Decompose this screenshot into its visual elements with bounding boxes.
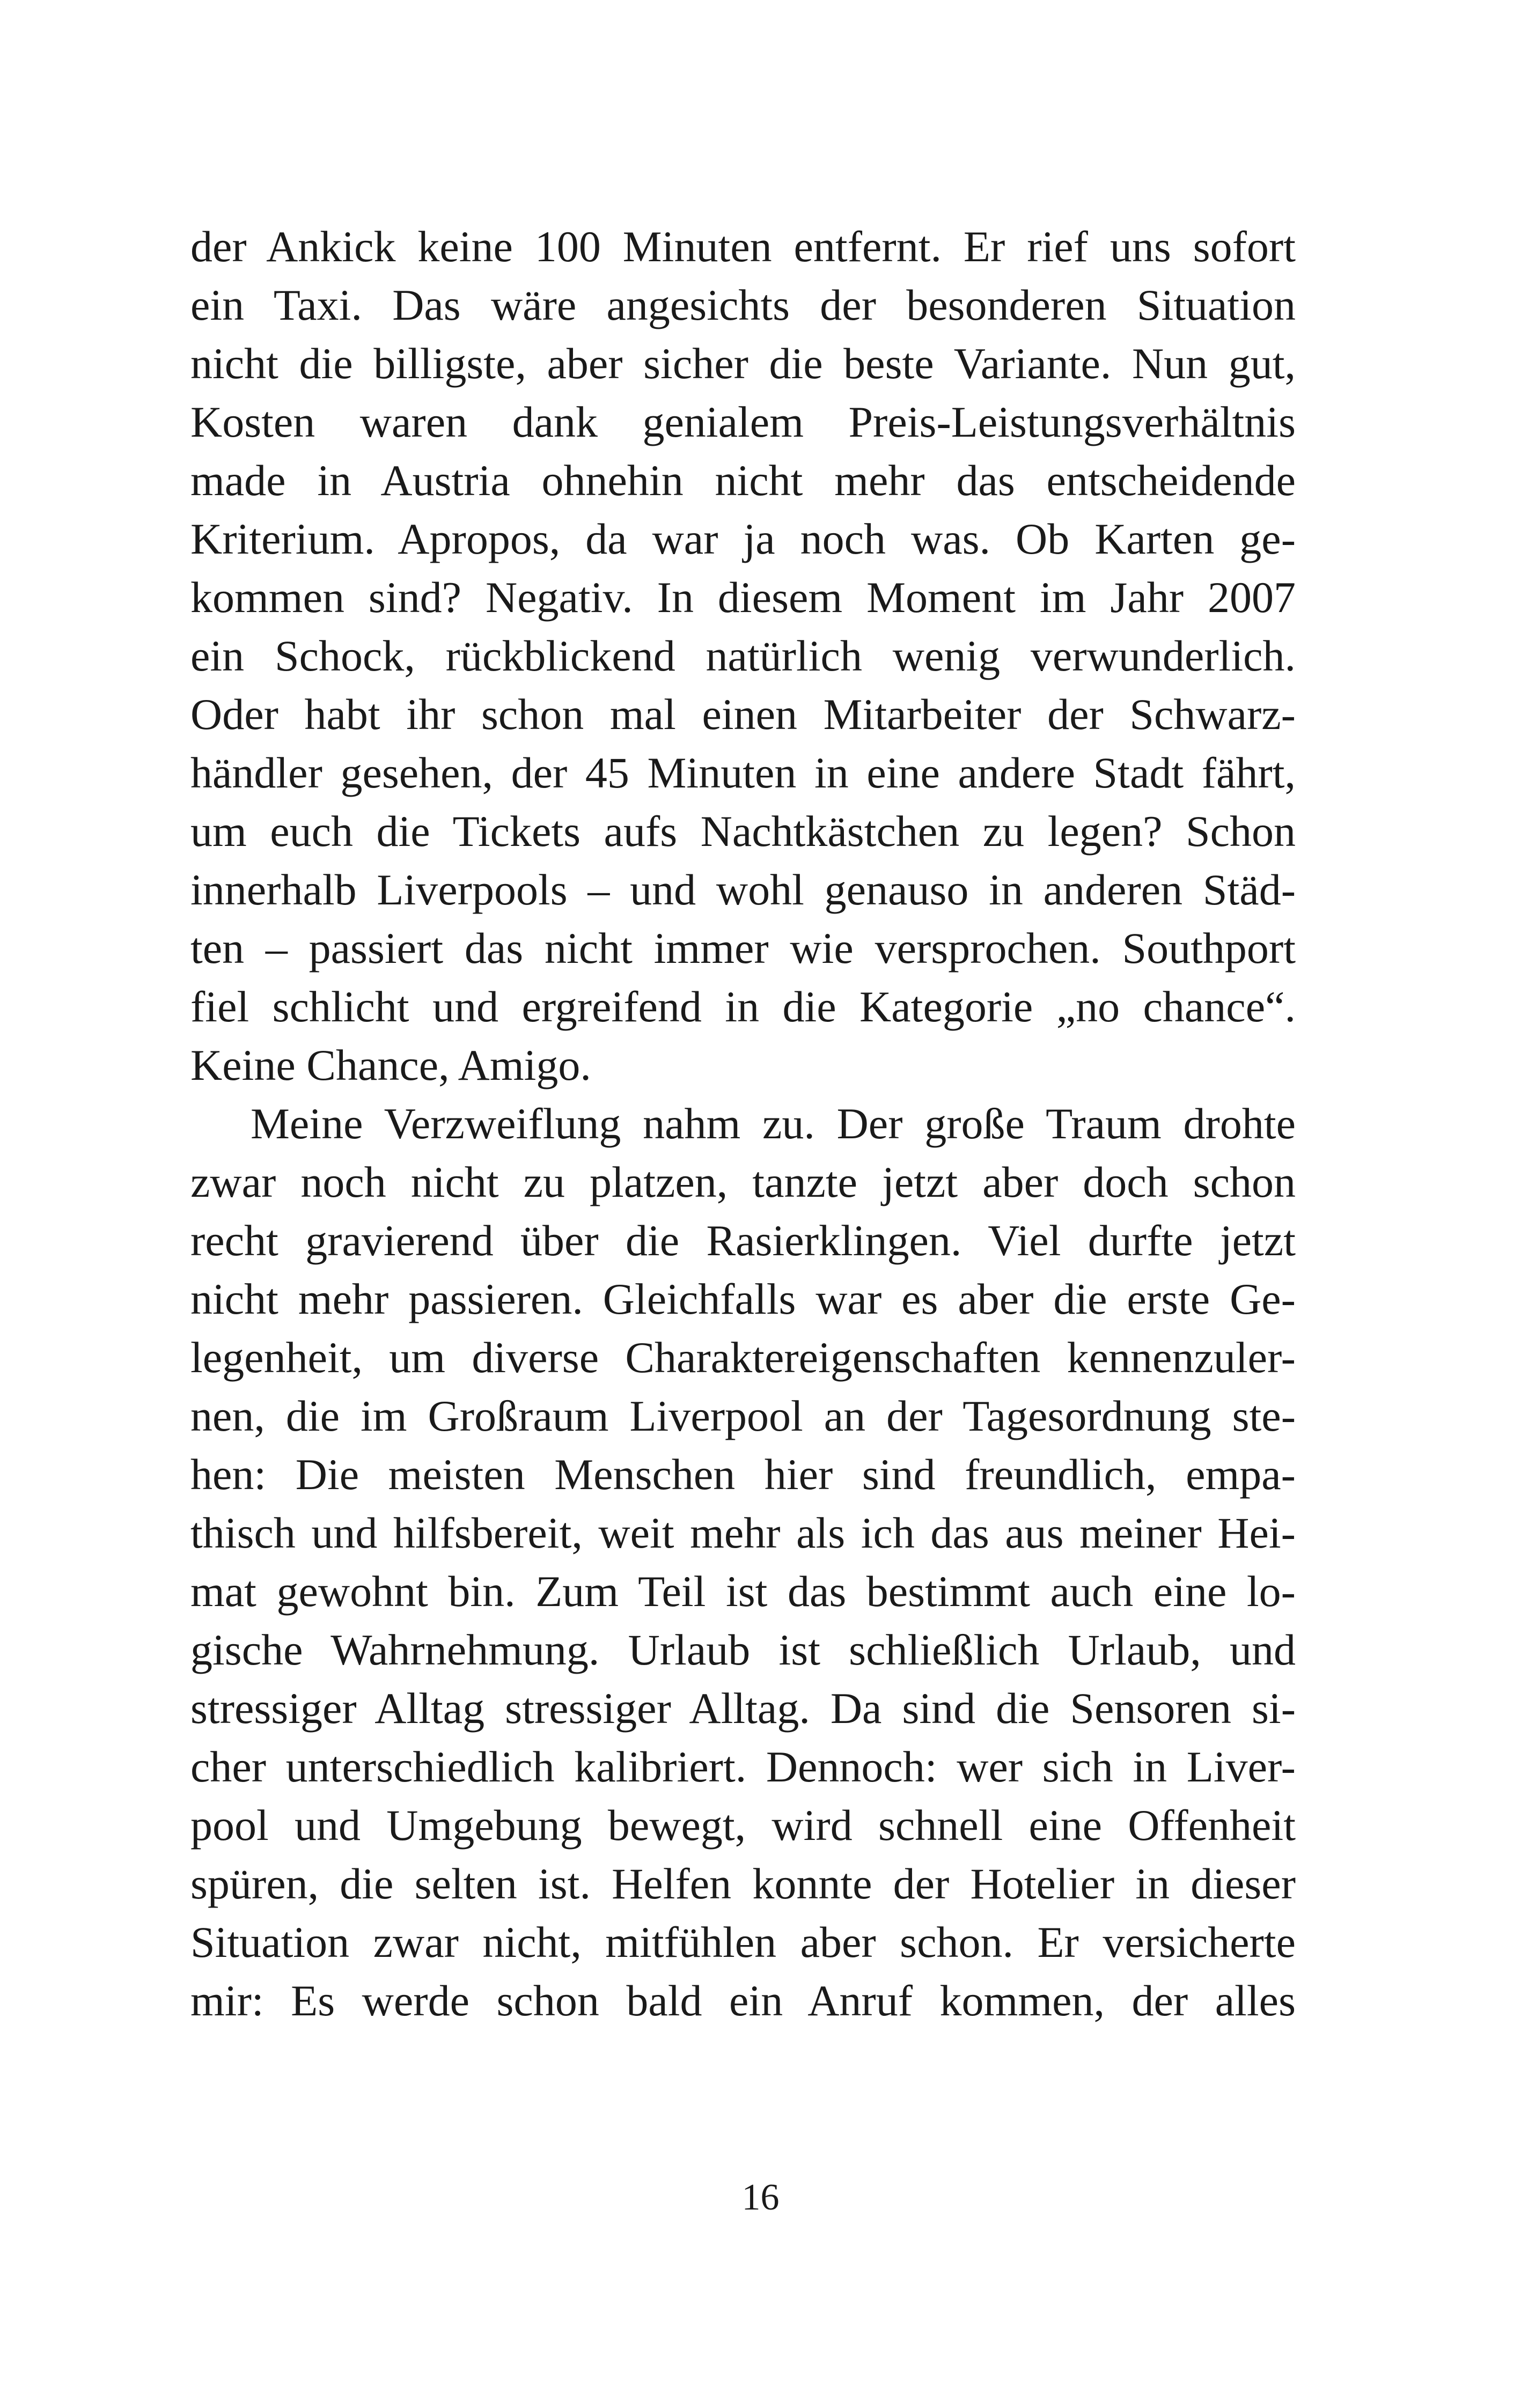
text-line: spüren, die selten ist. Helfen konnte der Hotelier in dieser bbox=[190, 1859, 1296, 1908]
text-line: thisch und hilfsbereit, weit mehr als ich das aus meiner Hei- bbox=[190, 1508, 1296, 1557]
text-line: Situation zwar nicht, mitfühlen aber schon. Er versicherte bbox=[190, 1918, 1296, 1967]
text-line: Meine Verzweiflung nahm zu. Der große Traum drohte bbox=[251, 1099, 1296, 1148]
text-line: Kosten waren dank genialem Preis-Leistungsverhältnis bbox=[190, 397, 1296, 446]
text-line: fiel schlicht und ergreifend in die Kategorie „no chance“. bbox=[190, 982, 1296, 1031]
text-line: Kriterium. Apropos, da war ja noch was. Ob Karten ge- bbox=[190, 514, 1296, 563]
text-line: made in Austria ohnehin nicht mehr das entscheidende bbox=[190, 456, 1296, 505]
text-line: Oder habt ihr schon mal einen Mitarbeiter der Schwarz- bbox=[190, 690, 1296, 739]
text-line: nicht die billigste, aber sicher die beste Variante. Nun gut, bbox=[190, 339, 1296, 388]
text-line: cher unterschiedlich kalibriert. Dennoch: wer sich in Liver- bbox=[190, 1742, 1296, 1791]
text-line: mir: Es werde schon bald ein Anruf kommen, der alles bbox=[190, 1976, 1296, 2025]
paragraph-1 bbox=[190, 217, 1296, 1094]
text-line: ten – passiert das nicht immer wie versprochen. Southport bbox=[190, 924, 1296, 973]
text-line: hen: Die meisten Menschen hier sind freundlich, empa- bbox=[190, 1450, 1296, 1499]
text-line: recht gravierend über die Rasierklingen. Viel durfte jetzt bbox=[190, 1216, 1296, 1265]
page-number: 16 bbox=[741, 2177, 780, 2218]
text-line: pool und Umgebung bewegt, wird schnell eine Offenheit bbox=[190, 1801, 1296, 1850]
text-line: zwar noch nicht zu platzen, tanzte jetzt aber doch schon bbox=[190, 1158, 1296, 1206]
text-line: ein Schock, rückblickend natürlich wenig verwunderlich. bbox=[190, 631, 1296, 680]
text-line: gische Wahrnehmung. Urlaub ist schließlich Urlaub, und bbox=[190, 1625, 1296, 1674]
text-line: ein Taxi. Das wäre angesichts der besonderen Situation bbox=[190, 281, 1296, 329]
text-line: stressiger Alltag stressiger Alltag. Da sind die Sensoren si- bbox=[190, 1684, 1296, 1733]
text-line: Keine Chance, Amigo. bbox=[190, 1041, 591, 1089]
text-line: nen, die im Großraum Liverpool an der Tagesordnung ste- bbox=[190, 1391, 1296, 1440]
text-line: mat gewohnt bin. Zum Teil ist das bestimmt auch eine lo- bbox=[190, 1567, 1296, 1616]
text-line: händler gesehen, der 45 Minuten in eine andere Stadt fährt, bbox=[190, 748, 1296, 797]
text-line: innerhalb Liverpools – und wohl genauso in anderen Städ- bbox=[190, 865, 1296, 914]
paragraph-2 bbox=[190, 1094, 1296, 2030]
body-text bbox=[190, 217, 1296, 2030]
text-line: kommen sind? Negativ. In diesem Moment im Jahr 2007 bbox=[190, 573, 1296, 622]
text-line: legenheit, um diverse Charaktereigenschaften kennenzuler- bbox=[190, 1333, 1296, 1382]
text-line: um euch die Tickets aufs Nachtkästchen zu legen? Schon bbox=[190, 807, 1296, 856]
text-line: nicht mehr passieren. Gleichfalls war es aber die erste Ge- bbox=[190, 1275, 1296, 1323]
text-line: der Ankick keine 100 Minuten entfernt. Er rief uns sofort bbox=[190, 222, 1296, 271]
